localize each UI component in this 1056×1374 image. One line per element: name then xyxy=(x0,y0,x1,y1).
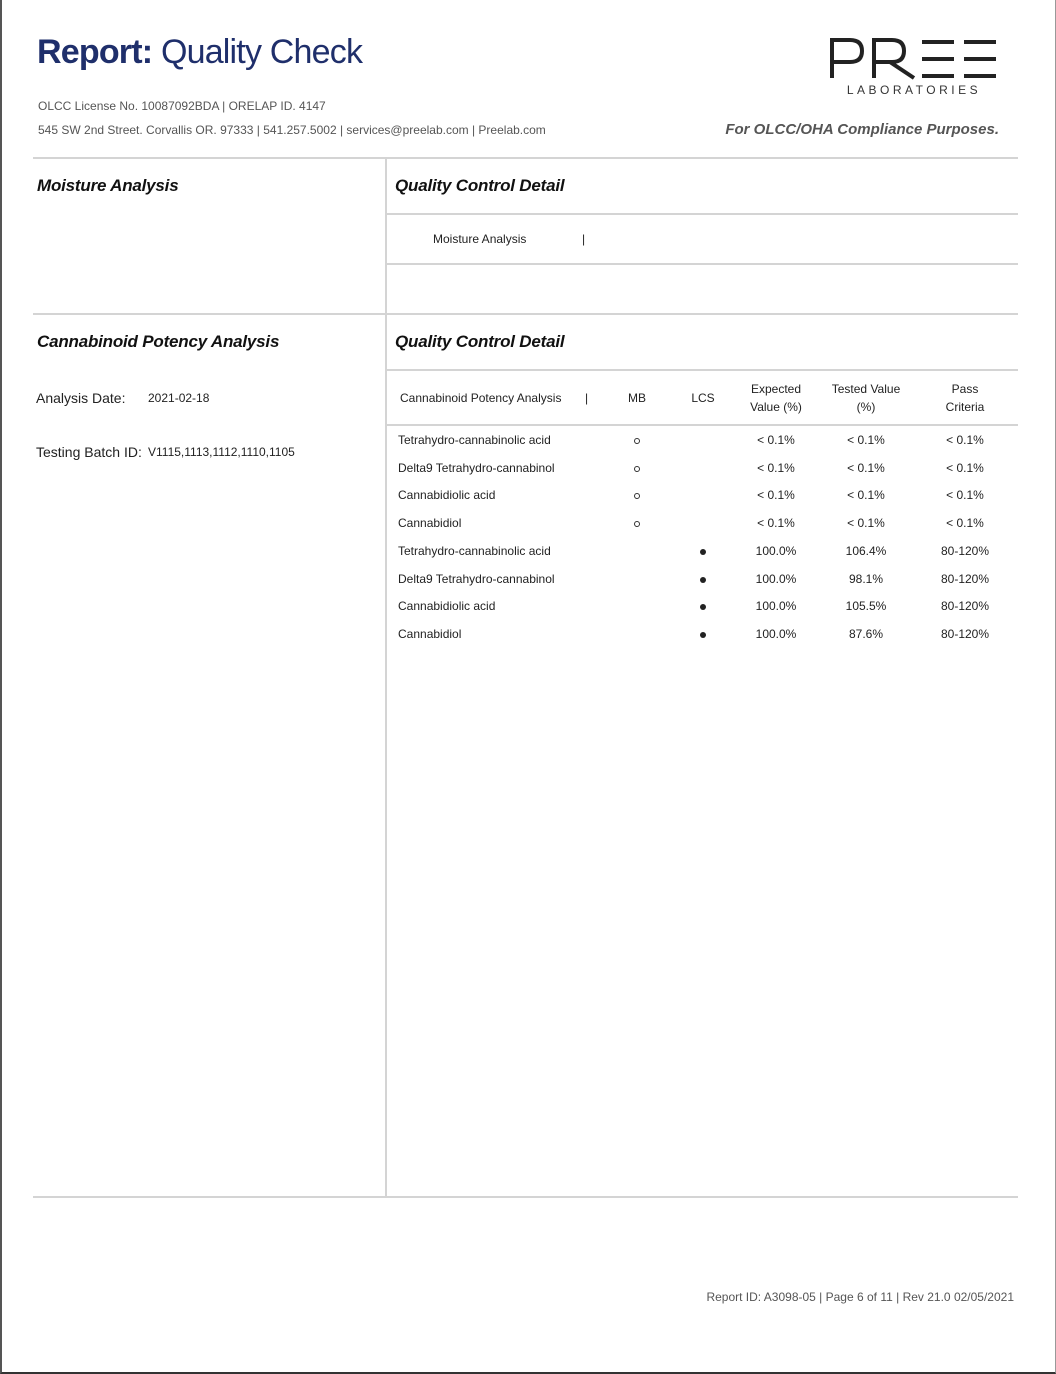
col-header-expected xyxy=(736,380,816,416)
report-footer: Report ID: A3098-05 | Page 6 of 11 | Rev 21.0 02/05/2021 xyxy=(706,1290,1014,1304)
analyte-name: Cannabidiolic acid xyxy=(398,488,496,502)
filled-dot-icon xyxy=(700,549,706,555)
moisture-qc-title-rule xyxy=(386,213,1018,215)
pass-criteria: 80-120% xyxy=(940,599,990,613)
col-header-lcs: LCS xyxy=(691,391,715,405)
table-row xyxy=(398,572,1008,592)
open-circle-icon xyxy=(634,438,640,444)
mb-marker xyxy=(632,461,642,475)
tested-value: < 0.1% xyxy=(847,516,885,530)
analyte-name: Delta9 Tetrahydro-cannabinol xyxy=(398,461,555,475)
tested-value: < 0.1% xyxy=(847,433,885,447)
license-info: OLCC License No. 10087092BDA | ORELAP ID. 4147 xyxy=(38,99,326,113)
table-row xyxy=(398,599,1008,619)
analysis-date-value: 2021-02-18 xyxy=(148,391,210,405)
col-header-pass-line2: Criteria xyxy=(945,400,985,414)
moisture-analysis-title: Moisture Analysis xyxy=(37,176,179,195)
col-header-tested-line1: Tested Value xyxy=(831,382,901,396)
page-title xyxy=(37,33,362,72)
col-header-expected-line1: Expected xyxy=(750,382,802,396)
mb-marker xyxy=(632,516,642,530)
pass-criteria: 80-120% xyxy=(940,572,990,586)
col-header-pass xyxy=(925,380,1005,416)
analyte-name: Cannabidiol xyxy=(398,627,462,641)
pass-criteria: < 0.1% xyxy=(946,461,984,475)
lcs-marker xyxy=(698,627,708,641)
pass-criteria: 80-120% xyxy=(940,627,990,641)
moisture-qc-separator: | xyxy=(582,232,586,246)
tested-value: 105.5% xyxy=(845,599,887,613)
table-row xyxy=(398,433,1008,453)
open-circle-icon xyxy=(634,521,640,527)
section-divider xyxy=(33,313,1018,315)
table-row xyxy=(398,516,1008,536)
col-header-pass-line1: Pass xyxy=(951,382,979,396)
table-row xyxy=(398,627,1008,647)
col-header-expected-line2: Value (%) xyxy=(750,400,802,414)
analyte-name: Cannabidiol xyxy=(398,516,462,530)
open-circle-icon xyxy=(634,493,640,499)
expected-value: < 0.1% xyxy=(757,433,795,447)
tested-value: 98.1% xyxy=(848,572,884,586)
expected-value: < 0.1% xyxy=(757,488,795,502)
pass-criteria: < 0.1% xyxy=(946,516,984,530)
potency-table-header-rule xyxy=(386,424,1018,426)
expected-value: < 0.1% xyxy=(757,461,795,475)
moisture-qc-header: Moisture Analysis xyxy=(433,232,527,246)
title-bold: Report: xyxy=(37,33,153,71)
mb-marker xyxy=(632,433,642,447)
lcs-marker xyxy=(698,544,708,558)
tested-value: < 0.1% xyxy=(847,461,885,475)
bottom-divider xyxy=(33,1196,1018,1198)
col-header-tested xyxy=(821,380,911,416)
logo-subtitle: LABORATORIES xyxy=(846,83,982,97)
lcs-marker xyxy=(698,572,708,586)
filled-dot-icon xyxy=(700,604,706,610)
expected-value: 100.0% xyxy=(755,627,797,641)
filled-dot-icon xyxy=(700,577,706,583)
expected-value: 100.0% xyxy=(755,572,797,586)
moisture-qc-header-rule xyxy=(386,263,1018,265)
pass-criteria: 80-120% xyxy=(940,544,990,558)
pass-criteria: < 0.1% xyxy=(946,488,984,502)
col-header-tested-line2: (%) xyxy=(856,400,876,414)
tested-value: 87.6% xyxy=(848,627,884,641)
header-divider xyxy=(33,157,1018,159)
batch-id-value: V1115,1113,1112,1110,1105 xyxy=(148,445,295,459)
col-header-analysis: Cannabinoid Potency Analysis xyxy=(400,391,562,405)
mb-marker xyxy=(632,488,642,502)
col-header-separator: | xyxy=(585,391,589,405)
tested-value: 106.4% xyxy=(845,544,887,558)
expected-value: 100.0% xyxy=(755,544,797,558)
table-row xyxy=(398,544,1008,564)
col-header-mb: MB xyxy=(628,391,646,405)
table-row xyxy=(398,488,1008,508)
table-row xyxy=(398,461,1008,481)
expected-value: < 0.1% xyxy=(757,516,795,530)
filled-dot-icon xyxy=(700,632,706,638)
analyte-name: Delta9 Tetrahydro-cannabinol xyxy=(398,572,555,586)
moisture-qc-title: Quality Control Detail xyxy=(395,176,565,195)
expected-value: 100.0% xyxy=(755,599,797,613)
analyte-name: Cannabidiolic acid xyxy=(398,599,496,613)
title-rest: Quality Check xyxy=(160,33,363,71)
compliance-note: For OLCC/OHA Compliance Purposes. xyxy=(725,121,999,138)
analyte-name: Tetrahydro-cannabinolic acid xyxy=(398,433,551,447)
potency-analysis-title: Cannabinoid Potency Analysis xyxy=(37,332,280,351)
potency-qc-title: Quality Control Detail xyxy=(395,332,565,351)
potency-qc-title-rule xyxy=(386,369,1018,371)
pass-criteria: < 0.1% xyxy=(946,433,984,447)
batch-id-label: Testing Batch ID: xyxy=(36,444,142,460)
analysis-date-label: Analysis Date: xyxy=(36,390,126,406)
analyte-name: Tetrahydro-cannabinolic acid xyxy=(398,544,551,558)
lcs-marker xyxy=(698,599,708,613)
address-info: 545 SW 2nd Street. Corvallis OR. 97333 | 541.257.5002 | services@preelab.com | Preelab.com xyxy=(38,123,546,137)
tested-value: < 0.1% xyxy=(847,488,885,502)
open-circle-icon xyxy=(634,466,640,472)
